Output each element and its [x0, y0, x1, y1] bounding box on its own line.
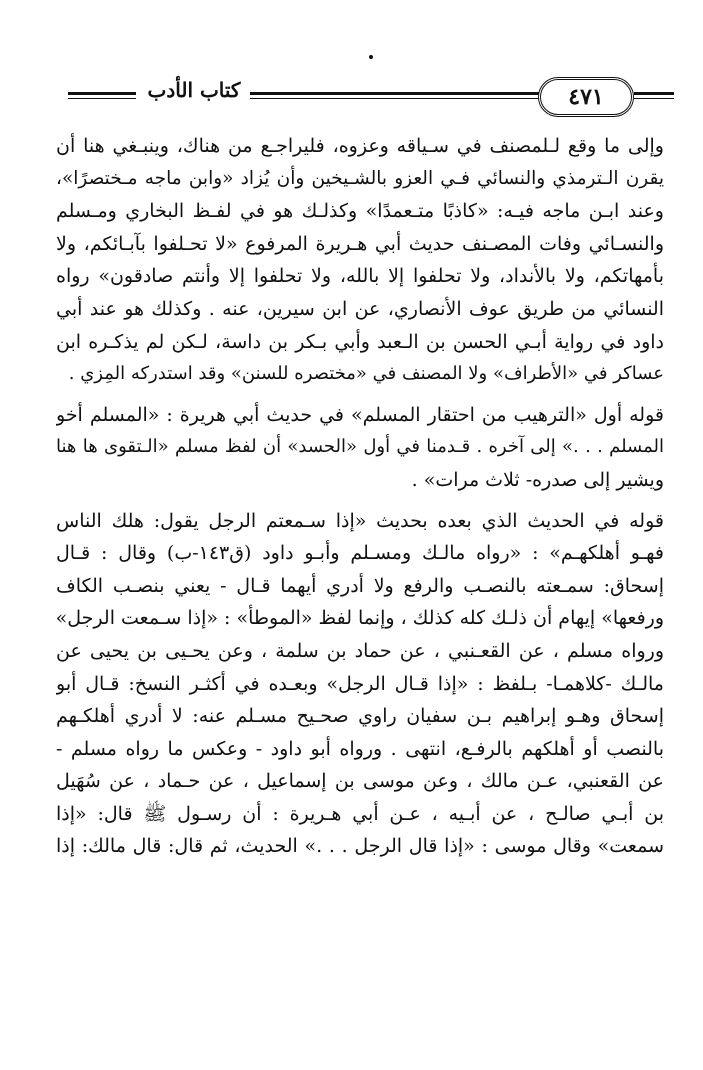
- page-header: [60, 72, 680, 132]
- page-number: ٤٧١: [568, 84, 604, 110]
- text-line: قوله في الحديث الذي بعده بحديث «إذا سـمعتم الرجل يقول: هلك الناس: [56, 509, 664, 532]
- text-line: مالـك -كلاهمـا- بـلفظ : «إذا قـال الرجل» وبعـده في أكثـر النسخ: قـال أبو: [56, 672, 664, 695]
- text-line: والنسـائي وفات المصـنف حديث أبي هـريرة المرفوع «لا تحـلفوا بآبـائكم، ولا: [56, 232, 664, 255]
- text-line: بالنصب أو أهلكهم بالرفـع، انتهى . ورواه أبو داود - وعكس ما رواه مسلم -: [56, 737, 664, 760]
- paragraph-3: [56, 505, 664, 864]
- text-line: وإلى ما وقع لـلمصنف في سـياقه وعزوه، فليراجـع من هناك، وينبـغي هنا أن: [56, 135, 664, 157]
- text-line: بأمهاتكم، ولا بالأنداد، ولا تحلفوا إلا بالله، ولا تحلفوا إلا وأنتم صادقون» رواه: [56, 265, 664, 288]
- text-line: إسحاق وهـو إبراهيم بـن سفيان راوي صحـيح مسـلم عنه: لا أدري أهلكـهم: [56, 705, 664, 728]
- text-line: عساكر في «الأطراف» ولا المصنف في «مختصره للسنن» وقد استدركه المِزي .: [68, 363, 664, 385]
- text-line: ورفعها» إيهام أن ذلـك كله كذلك ، وإنما لفظ «الموطأ» : «إذا سـمعت الرجل»: [56, 607, 664, 630]
- text-line: عن القعنبي، عـن مالك ، وعن موسى بن إسماعيل ، عن حـماد ، عن سُهَيل: [56, 770, 664, 793]
- text-line: داود في رواية أبـي الحسن بن الـعبد وأبي بـكر بن داسة، لـكن لم يذكـره ابن: [56, 330, 664, 353]
- text-line: وعند ابـن ماجه فيـه: «كاذبًا متـعمدًا» وكذلـك هو في لفـظ البخاري ومـسلم: [56, 200, 664, 223]
- text-line: بن أبـي صالـح ، عن أبـيه ، عـن أبي هـريرة : أن رسـول ﷺ قال: «إذا: [56, 802, 664, 825]
- book-title: كتاب الأدب: [147, 78, 241, 102]
- text-line: قوله أول «الترهيب من احتقار المسلم» في حديث أبي هريرة : «المسلم أخو: [56, 403, 664, 426]
- body-text: [56, 130, 664, 863]
- header-rule-right: [634, 92, 674, 99]
- text-line: المسلم . . .» إلى آخره . قـدمنا في أول «الحسد» أن لفظ مسلم «الـتقوى ها هنا: [56, 436, 664, 458]
- paragraph-1: [56, 130, 664, 391]
- text-line: يقرن الـترمذي والنسائي فـي العزو بالشـيخين وأن يُزاد «وابن ماجه مـختصرًا»،: [56, 167, 664, 189]
- header-rule-left-outer: [68, 92, 136, 99]
- text-line: ورواه مسلم ، عن القعـنبي ، عن حماد بن سلمة ، وعن يحـيى بن يحيى عن: [56, 639, 664, 662]
- page-mark-dot: [369, 55, 373, 59]
- page-number-badge: [538, 77, 634, 117]
- paragraph-2: [56, 399, 664, 497]
- text-line: النسائي من طريق عوف الأنصاري، عن ابن سيرين، عنه . وكذلك هو عند أبي: [56, 297, 664, 320]
- text-line: فهـو أهلكهـم» : «رواه مالـك ومسـلم وأبـو داود (ق١٤٣-ب) وقال : قـال: [56, 542, 664, 565]
- text-line: إسحاق: سمـعته بالنصـب والرفع ولا أدري أيهما قـال - يعني بنصـب الكاف: [56, 574, 664, 597]
- text-line: سمعت» وقال موسى : «إذا قال الرجل . . .» الحديث، ثم قال: قال مالك: إذا: [56, 835, 664, 858]
- text-line: ويشير إلى صدره- ثلاث مرات» .: [411, 468, 664, 491]
